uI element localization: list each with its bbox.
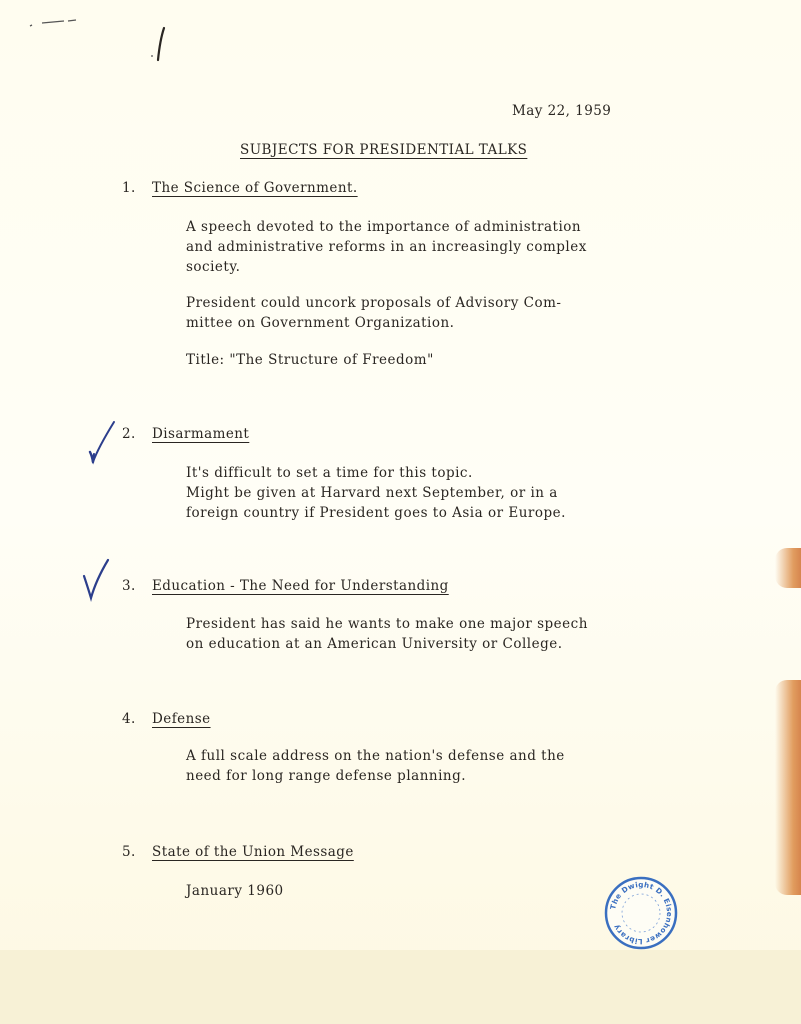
paragraph-line: mittee on Government Organization. bbox=[186, 315, 455, 331]
checkmark-icon bbox=[80, 556, 114, 604]
item-number: 2. bbox=[122, 426, 136, 442]
stamp-text: The Dwight D. Eisenhower Library bbox=[608, 879, 675, 947]
paragraph-line: on education at an American University or College. bbox=[186, 636, 563, 652]
document-date: May 22, 1959 bbox=[512, 103, 612, 119]
item-title: Education - The Need for Understanding bbox=[152, 578, 449, 594]
document-title: SUBJECTS FOR PRESIDENTIAL TALKS bbox=[240, 142, 528, 158]
checkmark-icon bbox=[84, 418, 118, 466]
item-paragraph bbox=[186, 350, 434, 370]
item-number: 1. bbox=[122, 180, 136, 196]
item-number: 3. bbox=[122, 578, 136, 594]
paragraph-line: A speech devoted to the importance of administration bbox=[186, 219, 582, 235]
library-stamp bbox=[603, 875, 679, 951]
paragraph-line: A full scale address on the nation's defense and the bbox=[186, 748, 565, 764]
paragraph-line: January 1960 bbox=[186, 883, 284, 899]
item-number: 5. bbox=[122, 844, 136, 860]
paragraph-line: President could uncork proposals of Advisory Com- bbox=[186, 295, 562, 311]
item-heading bbox=[122, 711, 211, 727]
paragraph-line: society. bbox=[186, 259, 241, 275]
item-title: Disarmament bbox=[152, 426, 250, 442]
item-paragraph bbox=[186, 614, 588, 654]
item-paragraph bbox=[186, 746, 565, 786]
item-heading bbox=[122, 578, 449, 594]
page-bottom-band bbox=[0, 950, 801, 1024]
pencil-mark bbox=[28, 12, 78, 32]
paragraph-line: President has said he wants to make one major speech bbox=[186, 616, 588, 632]
paragraph-line: It's difficult to set a time for this topic. bbox=[186, 465, 473, 481]
item-paragraph bbox=[186, 217, 587, 277]
paragraph-line: foreign country if President goes to Asia or Europe. bbox=[186, 505, 566, 521]
item-paragraph bbox=[186, 293, 561, 333]
paragraph-line: Title: "The Structure of Freedom" bbox=[186, 352, 434, 368]
item-paragraph bbox=[186, 881, 284, 901]
item-title: State of the Union Message bbox=[152, 844, 354, 860]
paragraph-line: Might be given at Harvard next September, or in a bbox=[186, 485, 558, 501]
edge-stain bbox=[775, 548, 801, 588]
item-heading bbox=[122, 180, 358, 196]
item-number: 4. bbox=[122, 711, 136, 727]
pencil-mark bbox=[148, 26, 172, 66]
item-heading bbox=[122, 426, 249, 442]
item-title: The Science of Government. bbox=[152, 180, 358, 196]
paragraph-line: need for long range defense planning. bbox=[186, 768, 467, 784]
paragraph-line: and administrative reforms in an increasingly complex bbox=[186, 239, 587, 255]
edge-stain bbox=[775, 680, 801, 895]
item-heading bbox=[122, 844, 354, 860]
item-title: Defense bbox=[152, 711, 211, 727]
item-paragraph bbox=[186, 463, 566, 523]
